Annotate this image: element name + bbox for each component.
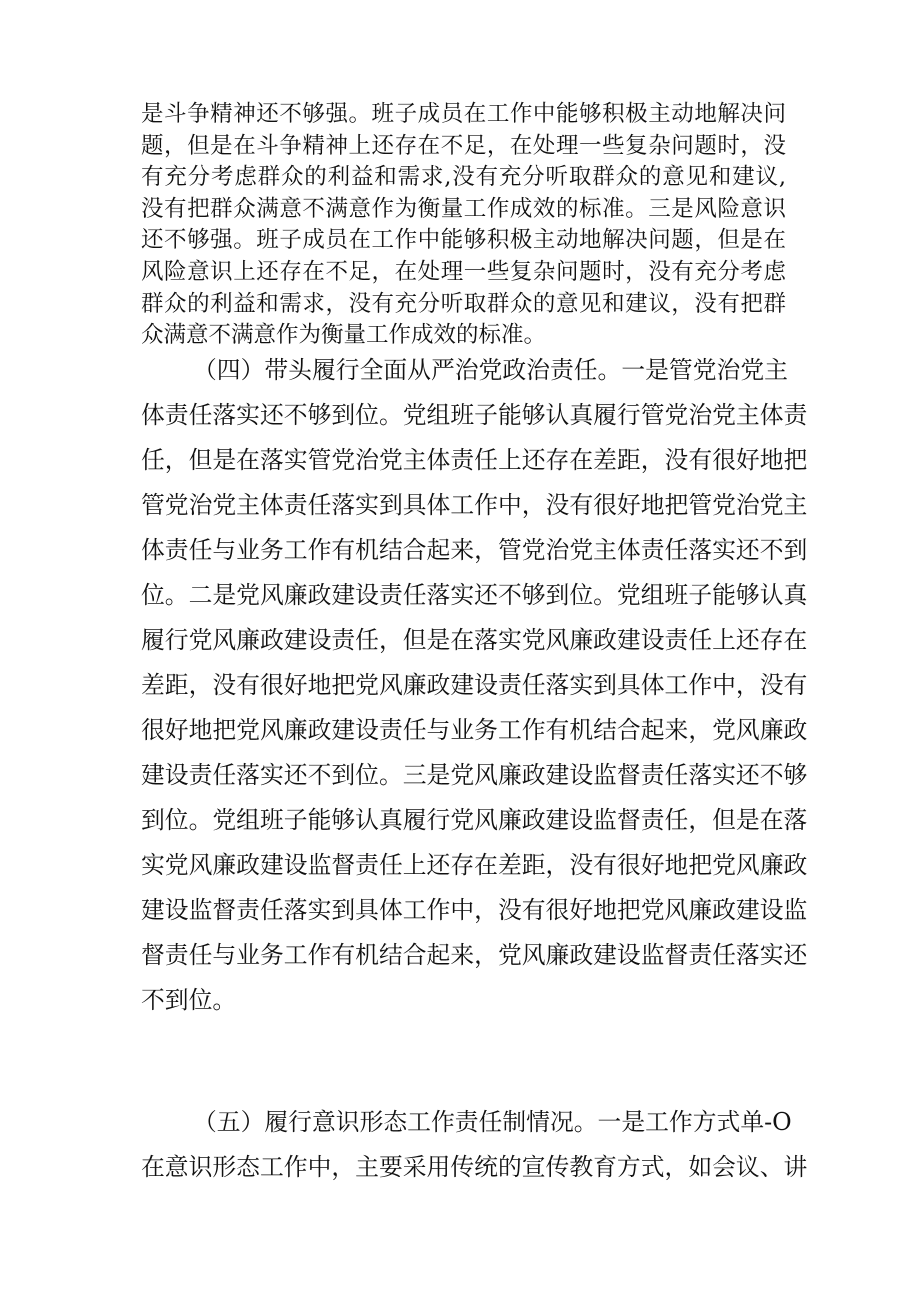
text-line: 管党治党主体责任落实到具体工作中，没有很好地把管党治党主	[141, 491, 808, 519]
text-line: 没有把群众满意不满意作为衡量工作成效的标准。三是风险意识	[141, 195, 786, 222]
text-line: 还不够强。班子成员在工作中能够积极主动地解决问题，但是在	[141, 227, 786, 254]
text-line: 不到位。	[141, 986, 237, 1014]
paragraph-5	[141, 1100, 808, 1190]
text-line: 履行党风廉政建设责任，但是在落实党风廉政建设责任上还存在	[141, 626, 808, 654]
text-line: 督责任与业务工作有机结合起来，党风廉政建设监督责任落实还	[141, 941, 808, 969]
paragraph-heading-line: （四）带头履行全面从严治党政治责任。一是管党治党主	[193, 356, 788, 384]
text-line: 众满意不满意作为衡量工作成效的标准。	[141, 322, 547, 349]
text-line: 在意识形态工作中，主要采用传统的宣传教育方式，如会议、讲	[141, 1153, 808, 1181]
text-line: 很好地把党风廉政建设责任与业务工作有机结合起来，党风廉政	[141, 716, 808, 744]
text-line: 实党风廉政建设监督责任上还存在差距，没有很好地把党风廉政	[141, 851, 808, 879]
text-line: 题，但是在斗争精神上还存在不足，在处理一些复杂问题时，没	[141, 132, 786, 159]
text-line: 群众的利益和需求，没有充分听取群众的意见和建议，没有把群	[141, 290, 786, 317]
text-line: 任，但是在落实管党治党主体责任上还存在差距，没有很好地把	[141, 446, 808, 474]
text-line: 体责任落实还不够到位。党组班子能够认真履行管党治党主体责	[141, 401, 808, 429]
text-line: 到位。党组班子能够认真履行党风廉政建设监督责任，但是在落	[141, 806, 808, 834]
text-line: 位。二是党风廉政建设责任落实还不够到位。党组班子能够认真	[141, 581, 808, 609]
text-line: 差距，没有很好地把党风廉政建设责任落实到具体工作中，没有	[141, 671, 808, 699]
text-line: 是斗争精神还不够强。班子成员在工作中能够积极主动地解决问	[141, 101, 786, 127]
text-line: 建设责任落实还不到位。三是党风廉政建设监督责任落实还不够	[141, 761, 808, 789]
paragraph-3-tail	[141, 99, 786, 352]
text-line: 有充分考虑群众的利益和需求,没有充分听取群众的意见和建议,	[141, 164, 786, 191]
text-line: 体责任与业务工作有机结合起来，管党治党主体责任落实还不到	[141, 536, 808, 564]
text-line: 建设监督责任落实到具体工作中，没有很好地把党风廉政建设监	[141, 896, 808, 924]
paragraph-4	[141, 348, 808, 1023]
paragraph-heading-line: （五）履行意识形态工作责任制情况。一是工作方式单-O	[193, 1108, 792, 1136]
text-line: 风险意识上还存在不足，在处理一些复杂问题时，没有充分考虑	[141, 258, 786, 285]
